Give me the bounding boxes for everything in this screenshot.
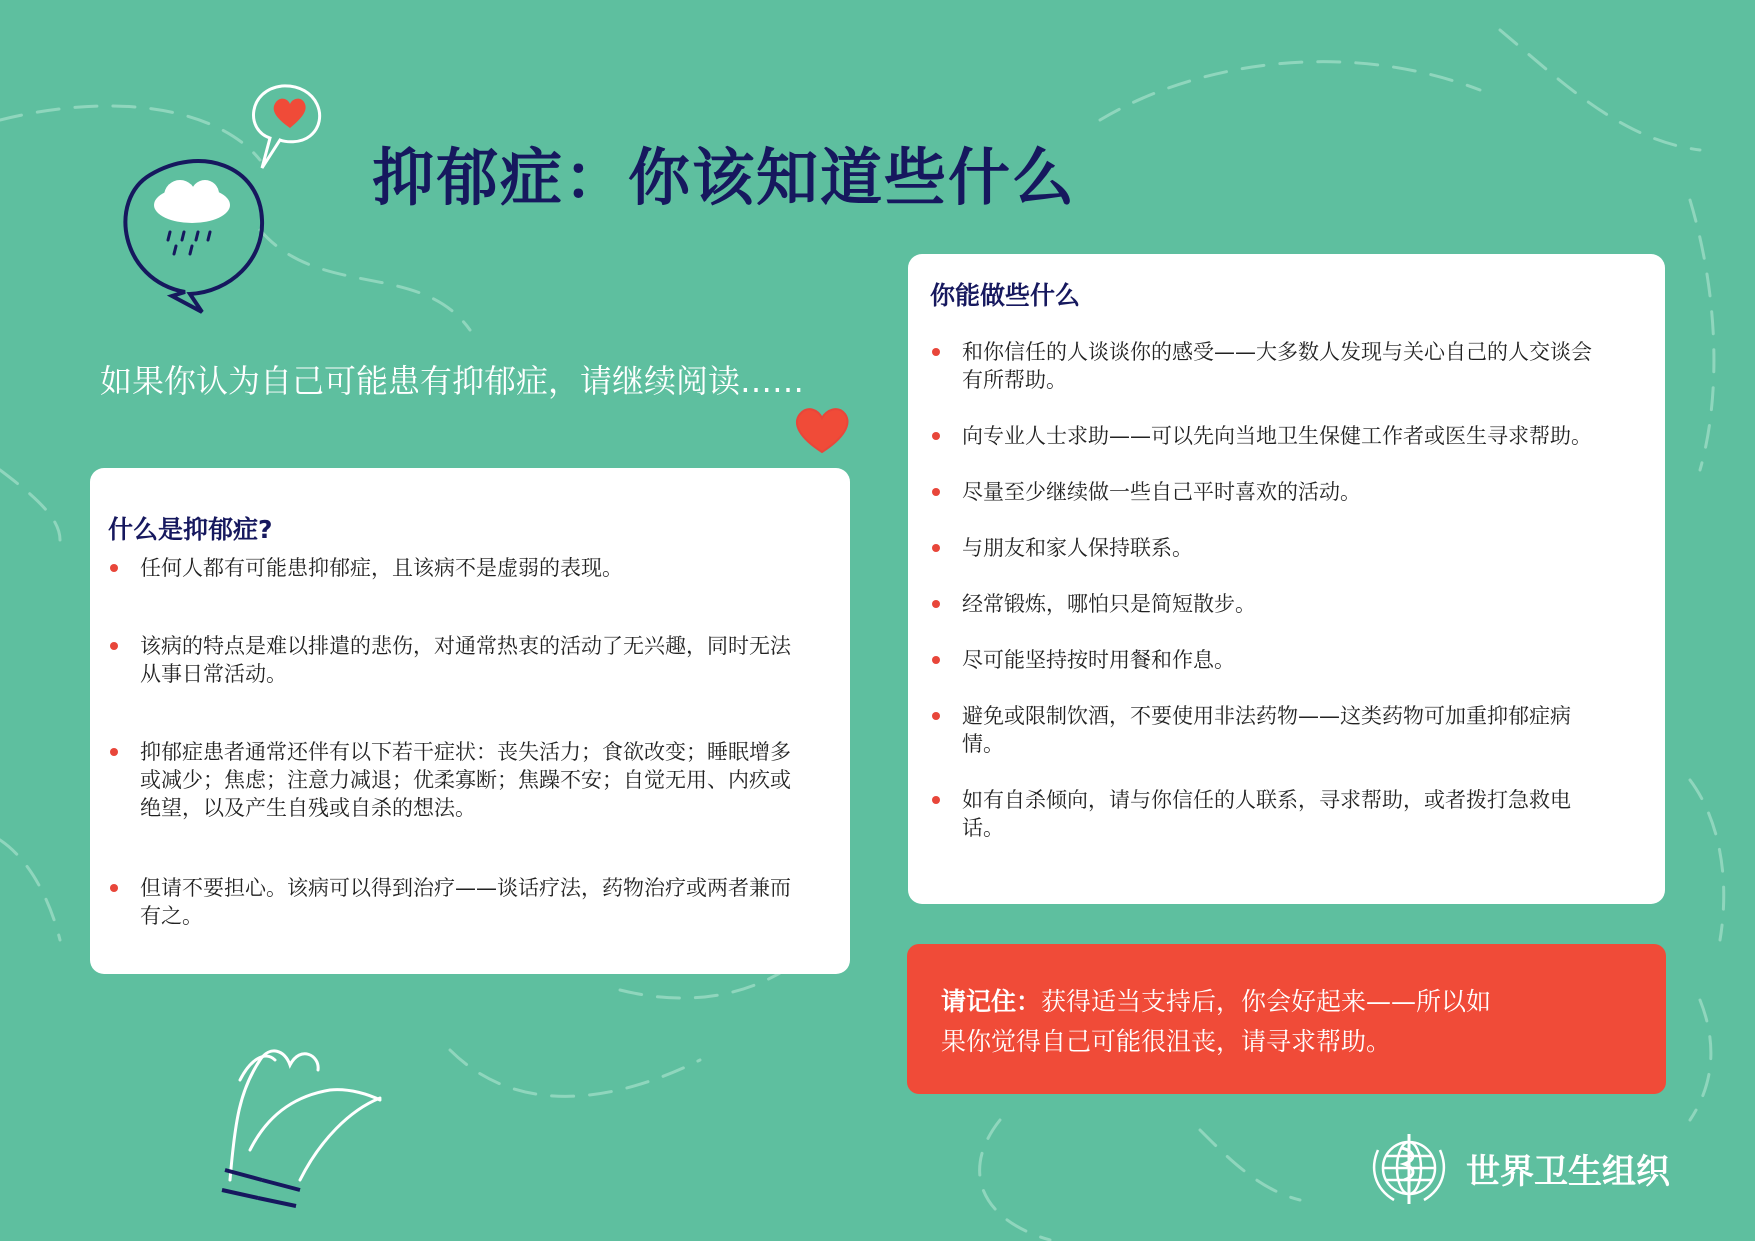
- list-item: 该病的特点是难以排遣的悲伤，对通常热衷的活动了无兴趣，同时无法从事日常活动。: [108, 632, 810, 688]
- list-item: 和你信任的人谈谈你的感受——大多数人发现与关心自己的人交谈会有所帮助。: [930, 338, 1605, 394]
- remember-box: [907, 944, 1666, 1094]
- bullet-icon: [932, 432, 940, 440]
- remember-message: 获得适当支持后，你会好起来——所以如果你觉得自己可能很沮丧，请寻求帮助。: [941, 987, 1492, 1056]
- who-logo: [1364, 1128, 1670, 1208]
- list-item: 与朋友和家人保持联系。: [930, 534, 1605, 562]
- who-emblem-icon: [1364, 1128, 1454, 1208]
- list-item: 尽量至少继续做一些自己平时喜欢的活动。: [930, 478, 1605, 506]
- list-item: 如有自杀倾向，请与你信任的人联系，寻求帮助，或者拨打急救电话。: [930, 786, 1605, 842]
- list-item: 避免或限制饮酒，不要使用非法药物——这类药物可加重抑郁症病情。: [930, 702, 1605, 758]
- list-item: 经常锻炼，哪怕只是简短散步。: [930, 590, 1605, 618]
- what-to-do-list: [930, 338, 1605, 842]
- bullet-icon: [110, 564, 118, 572]
- list-item: 但请不要担心。该病可以得到治疗——谈话疗法，药物治疗或两者兼而有之。: [108, 874, 810, 930]
- list-item: 抑郁症患者通常还伴有以下若干症状：丧失活力；食欲改变；睡眠增多或减少；焦虑；注意力减退；优柔寡断；焦躁不安；自觉无用、内疚或绝望，以及产生自残或自杀的想法。: [108, 738, 810, 822]
- what-is-depression-card: [90, 468, 850, 974]
- what-you-can-do-card: [908, 254, 1665, 904]
- bullet-icon: [932, 488, 940, 496]
- what-is-list: [108, 554, 810, 930]
- what-is-heading: 什么是抑郁症?: [108, 515, 273, 544]
- sleeve-icon: [222, 1170, 300, 1206]
- bullet-icon: [932, 348, 940, 356]
- bullet-icon: [110, 884, 118, 892]
- who-name: 世界卫生组织: [1466, 1151, 1670, 1192]
- bullet-icon: [932, 796, 940, 804]
- intro-text: 如果你认为自己可能患有抑郁症，请继续阅读……: [100, 362, 805, 400]
- rain-cloud-bubble-icon: [125, 161, 262, 312]
- remember-label: 请记住：: [941, 987, 1042, 1016]
- page-title: 抑郁症：你该知道些什么: [372, 141, 1077, 214]
- bullet-icon: [932, 656, 940, 664]
- bullet-icon: [932, 600, 940, 608]
- heart-bubble-icon: [254, 86, 320, 168]
- list-item: 向专业人士求助——可以先向当地卫生保健工作者或医生寻求帮助。: [930, 422, 1605, 450]
- what-to-do-heading: 你能做些什么: [930, 281, 1081, 310]
- remember-text: [941, 982, 1501, 1062]
- bullet-icon: [110, 748, 118, 756]
- bullet-icon: [110, 642, 118, 650]
- hands-icon: [230, 1051, 380, 1180]
- bullet-icon: [932, 544, 940, 552]
- list-item: 尽可能坚持按时用餐和作息。: [930, 646, 1605, 674]
- heart-icon: [797, 409, 847, 452]
- bullet-icon: [932, 712, 940, 720]
- list-item: 任何人都有可能患抑郁症，且该病不是虚弱的表现。: [108, 554, 810, 582]
